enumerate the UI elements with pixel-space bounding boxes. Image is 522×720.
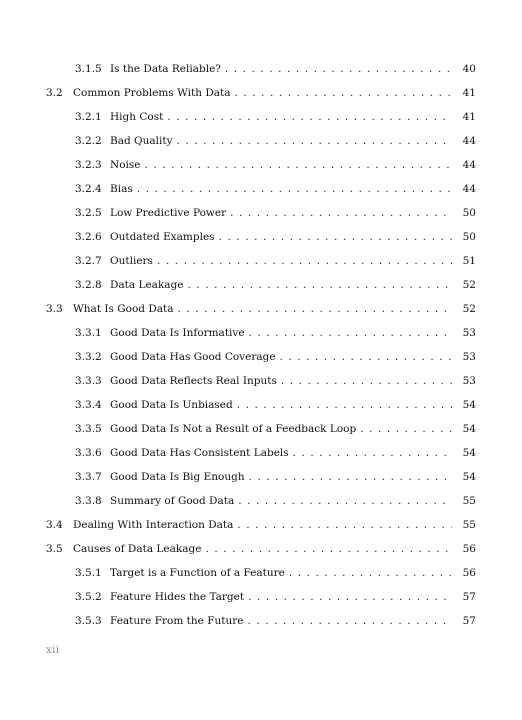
toc-entry-page: 56 (462, 567, 476, 579)
toc-entry-title: Bad Quality (110, 135, 173, 147)
toc-entry-page: 54 (462, 447, 476, 459)
toc-entry-title: Good Data Has Good Coverage (110, 351, 276, 363)
toc-entry-page: 53 (462, 375, 476, 387)
toc-entry-page: 56 (462, 543, 476, 555)
toc-entry[interactable] (75, 469, 476, 485)
toc-entry-number: 3.3 (46, 303, 63, 315)
leader-dots (177, 133, 452, 149)
toc-entry[interactable] (75, 253, 476, 269)
toc-entry-page: 51 (462, 255, 476, 267)
toc-entry-page: 55 (462, 495, 476, 507)
toc-entry[interactable] (75, 493, 476, 509)
toc-entry-page: 41 (462, 111, 476, 123)
leader-dots (167, 109, 452, 125)
toc-entry[interactable] (75, 277, 476, 293)
toc-entry[interactable] (75, 61, 476, 77)
toc-entry[interactable] (75, 157, 476, 173)
toc-entry-page: 54 (462, 471, 476, 483)
leader-dots (249, 325, 452, 341)
toc-entry-number: 3.2.8 (75, 279, 102, 291)
toc-entry-title: Feature From the Future (110, 615, 244, 627)
toc-entry-title: Common Problems With Data (73, 87, 231, 99)
leader-dots (235, 85, 452, 101)
toc-entry-page: 50 (462, 207, 476, 219)
toc-entry-number: 3.3.1 (75, 327, 102, 339)
toc-entry-title: Bias (110, 183, 133, 195)
leader-dots (157, 253, 452, 269)
toc-entry-title: High Cost (110, 111, 164, 123)
toc-entry-number: 3.3.8 (75, 495, 102, 507)
leader-dots (137, 181, 452, 197)
toc-entry-title: Outliers (110, 255, 153, 267)
toc-entry-number: 3.2.1 (75, 111, 102, 123)
toc-entry-number: 3.2.7 (75, 255, 102, 267)
toc-entry[interactable] (75, 205, 476, 221)
leader-dots (293, 445, 452, 461)
toc-entry-title: Good Data Is Not a Result of a Feedback Loop (110, 423, 357, 435)
leader-dots (249, 469, 452, 485)
leader-dots (238, 493, 452, 509)
toc-entry-page: 41 (462, 87, 476, 99)
toc-entry-page: 53 (462, 327, 476, 339)
toc-entry[interactable] (75, 133, 476, 149)
toc-entry[interactable] (75, 325, 476, 341)
toc-entry-title: Low Predictive Power (110, 207, 227, 219)
toc-entry-title: Is the Data Reliable? (110, 63, 221, 75)
leader-dots (144, 157, 452, 173)
toc-entry-number: 3.3.5 (75, 423, 102, 435)
toc-entry-title: Target is a Function of a Feature (110, 567, 285, 579)
toc-entry-number: 3.1.5 (75, 63, 102, 75)
toc-entry[interactable] (75, 349, 476, 365)
toc-entry-page: 40 (462, 63, 476, 75)
toc-entry-title: Outdated Examples (110, 231, 215, 243)
toc-entry-page: 50 (462, 231, 476, 243)
toc-entry-number: 3.5.2 (75, 591, 102, 603)
toc-entry-page: 52 (462, 303, 476, 315)
footer-page-number: xii (46, 645, 60, 656)
toc-entry-title: Good Data Is Informative (110, 327, 245, 339)
toc-entry-title: Good Data Is Unbiased (110, 399, 233, 411)
toc-entry-page: 54 (462, 399, 476, 411)
toc-entry-number: 3.2.4 (75, 183, 102, 195)
toc-entry-page: 44 (462, 183, 476, 195)
toc-entry[interactable] (75, 613, 476, 629)
leader-dots (289, 565, 452, 581)
leader-dots (247, 613, 452, 629)
toc-entry-title: What Is Good Data (73, 303, 174, 315)
leader-dots (248, 589, 452, 605)
toc-entry-title: Feature Hides the Target (110, 591, 245, 603)
toc-entry-page: 44 (462, 135, 476, 147)
toc-entry-page: 57 (462, 615, 476, 627)
toc-entry-page: 52 (462, 279, 476, 291)
toc-entry-title: Data Leakage (110, 279, 184, 291)
toc-entry-title: Good Data Is Big Enough (110, 471, 245, 483)
toc-entry-title: Noise (110, 159, 141, 171)
toc-entry[interactable] (75, 229, 476, 245)
toc-entry-page: 57 (462, 591, 476, 603)
leader-dots (178, 301, 453, 317)
toc-entry[interactable] (75, 373, 476, 389)
leader-dots (225, 61, 452, 77)
leader-dots (230, 205, 452, 221)
toc-entry-page: 44 (462, 159, 476, 171)
leader-dots (188, 277, 453, 293)
toc-entry-number: 3.3.4 (75, 399, 102, 411)
toc-entry[interactable] (75, 181, 476, 197)
leader-dots (360, 421, 452, 437)
leader-dots (237, 397, 452, 413)
toc-entry[interactable] (75, 421, 476, 437)
toc-entry-title: Summary of Good Data (110, 495, 235, 507)
toc-entry-number: 3.2.3 (75, 159, 102, 171)
leader-dots (205, 541, 452, 557)
toc-entry-number: 3.3.2 (75, 351, 102, 363)
toc-entry[interactable] (46, 85, 476, 101)
leader-dots (280, 349, 452, 365)
toc-entry[interactable] (46, 301, 476, 317)
toc-entry[interactable] (46, 541, 476, 557)
toc-entry[interactable] (75, 565, 476, 581)
leader-dots (219, 229, 452, 245)
toc-entry-number: 3.5.3 (75, 615, 102, 627)
toc-entry-number: 3.3.7 (75, 471, 102, 483)
toc-entry-number: 3.3.6 (75, 447, 102, 459)
toc-entry-title: Causes of Data Leakage (73, 543, 202, 555)
toc-entry-number: 3.2.2 (75, 135, 102, 147)
toc-entry-page: 53 (462, 351, 476, 363)
toc-entry[interactable] (75, 589, 476, 605)
toc-entry-page: 55 (462, 519, 476, 531)
toc-entry[interactable] (75, 445, 476, 461)
toc-entry-number: 3.5 (46, 543, 63, 555)
toc-entry[interactable] (46, 517, 476, 533)
toc-entry-number: 3.3.3 (75, 375, 102, 387)
toc-entry[interactable] (75, 397, 476, 413)
toc-entry-number: 3.4 (46, 519, 63, 531)
toc-entry-number: 3.5.1 (75, 567, 102, 579)
toc-entry-number: 3.2.6 (75, 231, 102, 243)
leader-dots (237, 517, 452, 533)
toc-entry-title: Dealing With Interaction Data (73, 519, 234, 531)
toc-entry[interactable] (75, 109, 476, 125)
toc-entry-number: 3.2.5 (75, 207, 102, 219)
toc-entry-number: 3.2 (46, 87, 63, 99)
leader-dots (281, 373, 452, 389)
toc-entry-title: Good Data Has Consistent Labels (110, 447, 289, 459)
toc-entry-title: Good Data Reflects Real Inputs (110, 375, 277, 387)
toc-entry-page: 54 (462, 423, 476, 435)
